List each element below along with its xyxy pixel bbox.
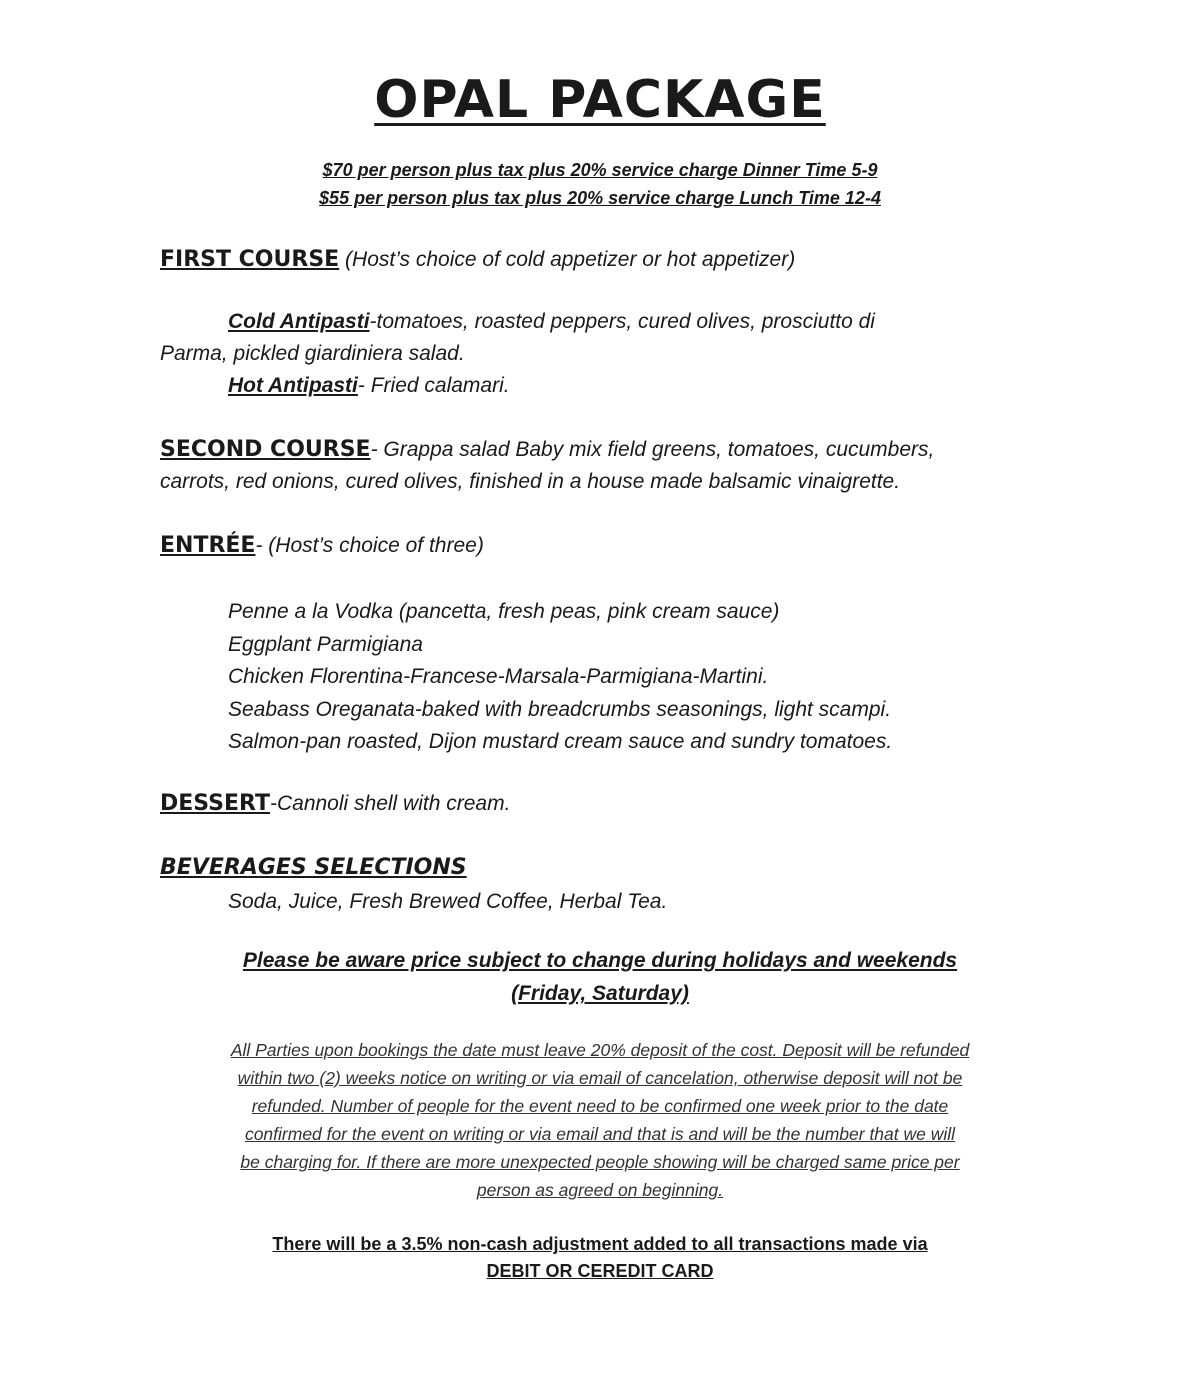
dessert-line: [160, 788, 1060, 822]
hot-antipasti-label: Hot Antipasti: [228, 374, 358, 397]
policy-line: All Parties upon bookings the date must leave 20% deposit of the cost. Deposit will be refunded: [230, 1040, 970, 1060]
first-course-heading-line: [160, 244, 1060, 278]
card-fee-notice: There will be a 3.5% non-cash adjustment added to all transactions made via: [272, 1234, 928, 1254]
hot-antipasti-line: [228, 370, 1128, 404]
policy-line: within two (2) weeks notice on writing or via email of cancelation, otherwise deposit will not be: [237, 1068, 963, 1088]
policy-line: person as agreed on beginning.: [476, 1180, 724, 1200]
second-course-line: [160, 434, 1060, 468]
policy-line: refunded. Number of people for the event need to be confirmed one week prior to the date: [251, 1096, 949, 1116]
dessert-heading: DESSERT: [160, 791, 270, 816]
dinner-price: $70 per person plus tax plus 20% service charge Dinner Time 5-9: [322, 160, 878, 180]
list-item: Salmon-pan roasted, Dijon mustard cream sauce and sundry tomatoes.: [228, 730, 893, 753]
policy-line: be charging for. If there are more unexpected people showing will be charged same price per: [240, 1152, 960, 1172]
second-course-text-cont: carrots, red onions, cured olives, finished in a house made balsamic vinaigrette.: [160, 470, 901, 493]
cold-antipasti-label: Cold Antipasti: [228, 310, 370, 333]
list-item: Penne a la Vodka (pancetta, fresh peas, pink cream sauce): [228, 600, 780, 623]
price-notice-days: (Friday, Saturday): [511, 982, 689, 1005]
dessert-text: -Cannoli shell with cream.: [269, 792, 511, 815]
entree-list: [228, 596, 1128, 759]
entree-heading-line: [160, 530, 1060, 564]
list-item: Chicken Florentina-Francese-Marsala-Parmigiana-Martini.: [228, 665, 769, 688]
card-fee-method: DEBIT OR CEREDIT CARD: [486, 1261, 714, 1281]
cold-antipasti-line: [228, 306, 1128, 340]
list-item: Seabass Oreganata-baked with breadcrumbs seasonings, light scampi.: [228, 697, 892, 721]
second-course-text: - Grappa salad Baby mix field greens, tomatoes, cucumbers,: [370, 438, 935, 461]
beverages-heading: BEVERAGES SELECTIONS: [160, 855, 467, 880]
page-title: OPAL PACKAGE: [374, 70, 826, 130]
beverages-text: Soda, Juice, Fresh Brewed Coffee, Herbal Tea.: [228, 890, 668, 913]
deposit-policy: [155, 1036, 1045, 1204]
policy-line: confirmed for the event on writing or via email and that is and will be the number that we will: [244, 1124, 956, 1144]
list-item: Eggplant Parmigiana: [228, 632, 423, 656]
lunch-price: $55 per person plus tax plus 20% service charge Lunch Time 12-4: [319, 188, 881, 208]
entree-note: - (Host’s choice of three): [255, 534, 484, 557]
price-notice: Please be aware price subject to change during holidays and weekends: [242, 949, 958, 972]
entree-heading: ENTRÉE: [160, 533, 256, 558]
first-course-heading: FIRST COURSE: [160, 247, 340, 272]
cold-antipasti-text-cont: Parma, pickled giardiniera salad.: [160, 342, 465, 365]
second-course-heading: SECOND COURSE: [160, 437, 371, 462]
cold-antipasti-text: -tomatoes, roasted peppers, cured olives, prosciutto di: [369, 310, 875, 333]
hot-antipasti-text: - Fried calamari.: [357, 374, 510, 397]
first-course-note: (Host’s choice of cold appetizer or hot appetizer): [339, 248, 796, 271]
beverages-heading-line: [160, 852, 1060, 886]
